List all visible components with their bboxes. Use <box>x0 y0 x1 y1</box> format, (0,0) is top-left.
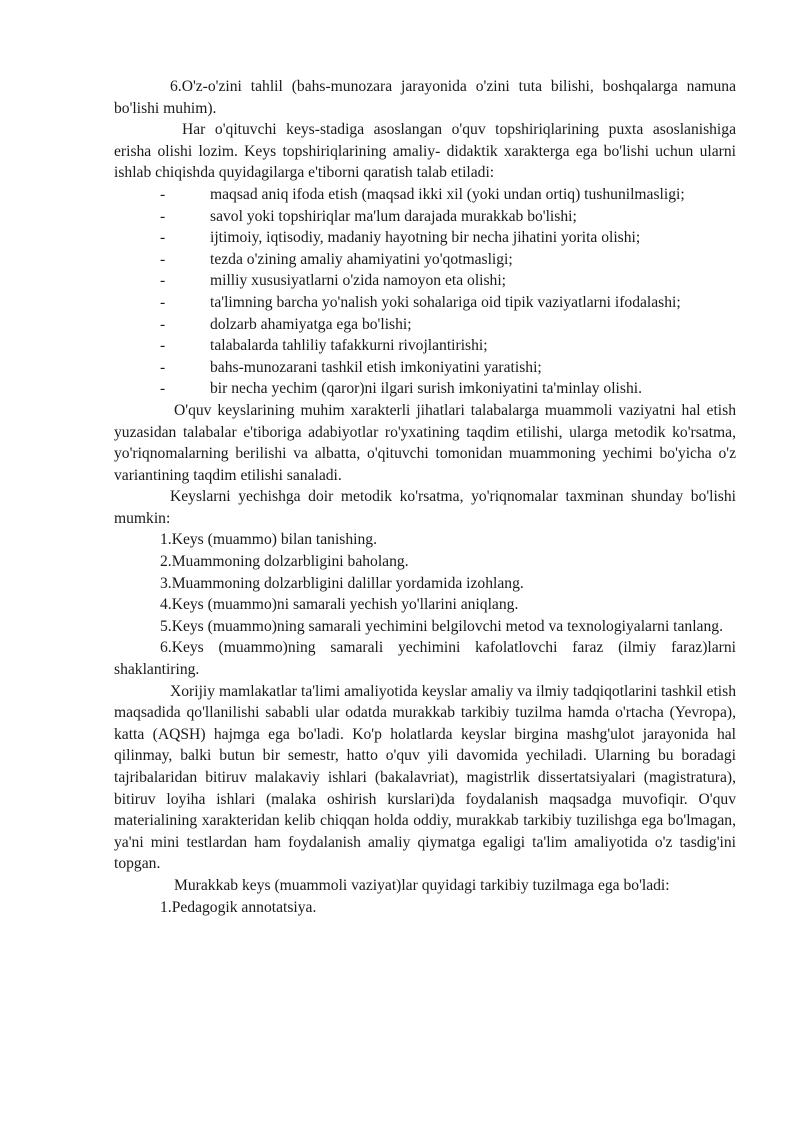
list-item: 5.Keys (muammo)ning samarali yechimini belgilovchi metod va texnologiyalarni tanlang. <box>160 617 723 635</box>
list-item: 2.Muammoning dolzarbligini baholang. <box>160 553 409 571</box>
dash-marker: - <box>160 358 166 376</box>
list-item: - bahs-munozarani tashkil etish imkoniyatini yaratishi; <box>114 357 736 379</box>
paragraph-case-tasks-intro: Har o'qituvchi keys-stadiga asoslangan o'quv topshiriqlarining puxta asoslanishiga erisha olishi lozim. Keys topshiriqlarining amaliy- didaktik xarakterga ega bo'lishi uchun ularni ishlab chiqishda quyidagilarga e'tiborni qaratish talab etiladi: <box>114 121 736 182</box>
list-item: - bir necha yechim (qaror)ni ilgari surish imkoniyatini ta'minlay olishi. <box>114 378 736 400</box>
paragraph-self-analysis: 6.O'z-o'zini tahlil (bahs-munozara jarayonida o'zini tuta bilishi, boshqalarga namuna bo'lishi muhim). <box>114 78 736 117</box>
dash-marker: - <box>160 229 166 247</box>
dash-marker: - <box>160 337 166 355</box>
dash-marker: - <box>160 185 166 203</box>
dash-marker: - <box>160 380 166 398</box>
list-item: - ijtimoiy, iqtisodiy, madaniy hayotning bir necha jihatini yorita olishi; <box>114 227 736 249</box>
list-item: - talabalarda tahliliy tafakkurni rivojlantirishi; <box>114 335 736 357</box>
requirements-list <box>114 184 736 400</box>
dash-marker: - <box>160 315 166 333</box>
steps-list <box>114 529 736 680</box>
paragraph-guidelines-intro: Keyslarni yechishga doir metodik ko'rsatma, yo'riqnomalar taxminan shunday bo'lishi mumkin: <box>114 488 736 527</box>
list-item: - ta'limning barcha yo'nalish yoki sohalariga oid tipik vaziyatlarni ifodalashi; <box>114 292 736 314</box>
paragraph-key-features: O'quv keyslarining muhim xarakterli jihatlari talabalarga muammoli vaziyatni hal etish yuzasidan talabalar e'tiboriga adabiyotlar ro'yxatining taqdim etilishi, ularga metodik ko'rsatma, yo'riqnomalarning berilishi va albatta, o'qituvchi tomonidan muammoning yechimi bo'yicha o'z variantining taqdim etilishi sanaladi. <box>114 401 736 484</box>
dash-marker: - <box>160 272 166 290</box>
list-item: - tezda o'zining amaliy ahamiyatini yo'qotmasligi; <box>114 249 736 271</box>
dash-marker: - <box>160 250 166 268</box>
dash-marker: - <box>160 207 166 225</box>
list-item: - milliy xususiyatlarni o'zida namoyon eta olishi; <box>114 270 736 292</box>
list-item: - maqsad aniq ifoda etish (maqsad ikki xil (yoki undan ortiq) tushunilmasligi; <box>114 184 736 206</box>
list-item: 1.Keys (muammo) bilan tanishing. <box>160 531 377 549</box>
list-item: 4.Keys (muammo)ni samarali yechish yo'llarini aniqlang. <box>160 596 519 614</box>
list-item: - savol yoki topshiriqlar ma'lum darajada murakkab bo'lishi; <box>114 206 736 228</box>
paragraph-complex-case-structure: Murakkab keys (muammoli vaziyat)lar quyidagi tarkibiy tuzilmaga ega bo'ladi: <box>174 876 670 894</box>
paragraph-foreign-practice: Xorijiy mamlakatlar ta'limi amaliyotida keyslar amaliy va ilmiy tadqiqotlarini tashkil etish maqsadida qo'llanilishi sababli ular odatda murakkab tarkibiy tuzilma hamda o'rtacha (Yevropa), katta (AQSH) hajmga ega bo'ladi. Ko'p holatlarda keyslar birgina mashg'ulot jarayonida hal qilinmay, balki butun bir semestr, hatto o'quv yili davomida yechiladi. Ularning bu boradagi tajribalaridan bitiruv malakaviy ishlari (bakalavriat), magistrlik dissertatsiyalari (magistratura), bitiruv loyiha ishlari (malaka oshirish kurslari)da foydalanish maqsadga muvofiqir. O'quv materialining xarakteridan kelib chiqqan holda oddiy, murakkab tarkibiy tuzilishga ega bo'lmagan, ya'ni mini testlardan ham foydalanish amaliy qiymatga egaligi ta'lim amaliyotida o'z tasdig'ini topgan. <box>114 682 736 873</box>
list-item: 3.Muammoning dolzarbligini dalillar yordamida izohlang. <box>160 574 524 592</box>
list-item: - dolzarb ahamiyatga ega bo'lishi; <box>114 314 736 336</box>
document-page <box>114 76 736 918</box>
dash-marker: - <box>160 293 166 311</box>
list-item: 6.Keys (muammo)ning samarali yechimini kafolatlovchi faraz (ilmiy faraz)larni shaklantiring. <box>114 639 736 679</box>
list-item: 1.Pedagogik annotatsiya. <box>160 898 317 916</box>
